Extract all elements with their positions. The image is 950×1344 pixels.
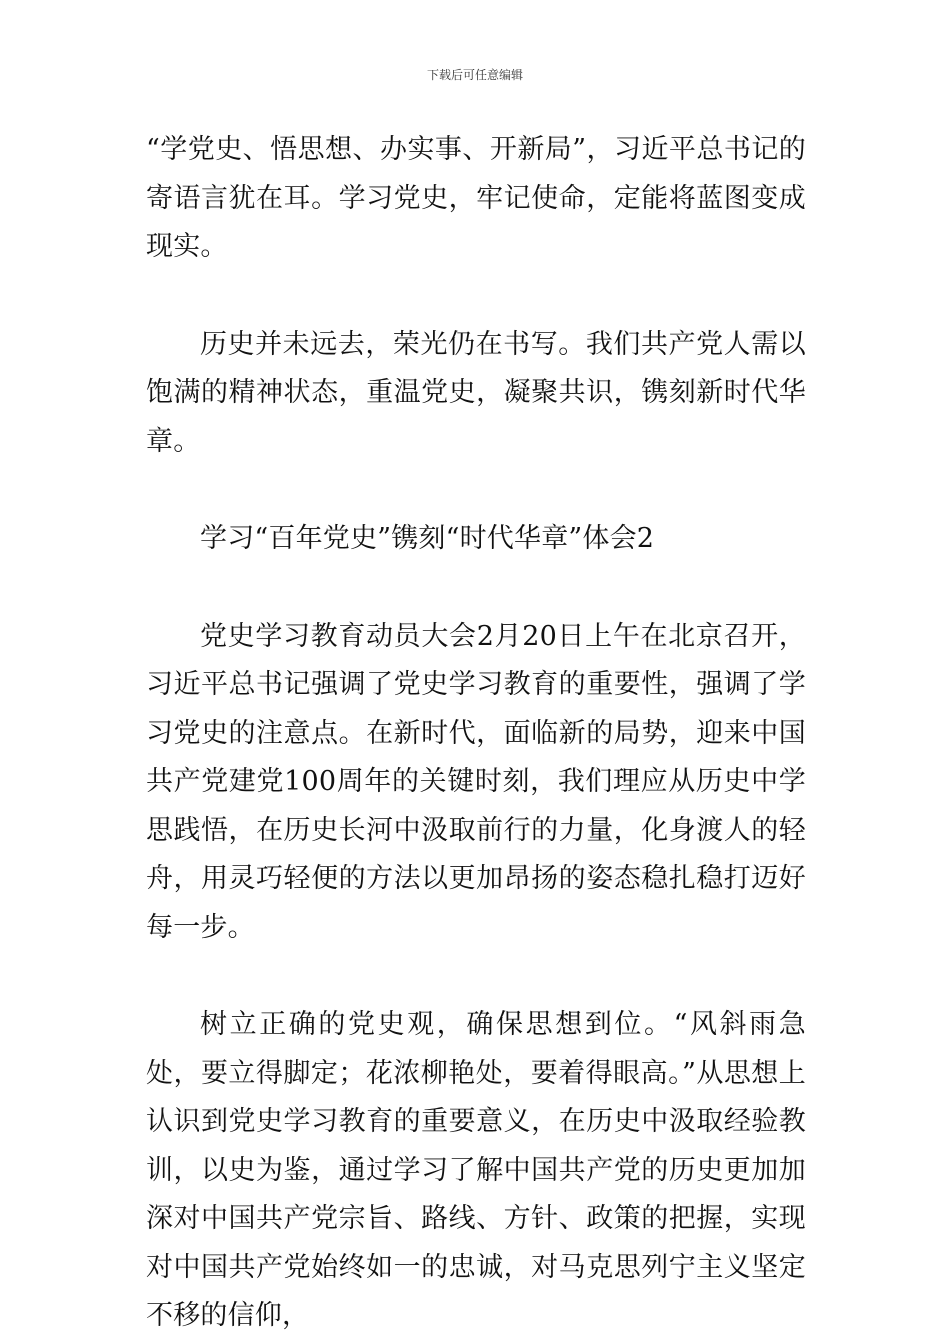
section-title: 学习“百年党史”镌刻“时代华章”体会2: [200, 523, 655, 554]
document-body: [146, 126, 806, 1341]
paragraph-history-not-far: 历史并未远去，荣光仍在书写。我们共产党人需以饱满的精神状态，重温党史，凝聚共识，镌刻新时代华章。: [146, 328, 806, 457]
paragraph-quote-intro: “学党史、悟思想、办实事、开新局”，习近平总书记的寄语言犹在耳。学习党史，牢记使命，定能将蓝图变成现实。: [146, 134, 806, 262]
paragraph-correct-view: 树立正确的党史观，确保思想到位。“风斜雨急处，要立得脚定；花浓柳艳处，要着得眼高。”从思想上认识到党史学习教育的重要意义，在历史中汲取经验教训，以史为鉴，通过学习了解中国共产党的历史更加加深对中国共产党宗旨、路线、方针、政策的把握，实现对中国共产党始终如一的忠诚，对马克思列宁主义坚定不移的信仰，: [146, 1009, 806, 1331]
header-note: 下载后可任意编辑: [426, 68, 523, 82]
paragraph-mobilization-meeting: 党史学习教育动员大会2月20日上午在北京召开，习近平总书记强调了党史学习教育的重要性，强调了学习党史的注意点。在新时代，面临新的局势，迎来中国共产党建党100周年的关键时刻，我们理应从历史中学思践悟，在历史长河中汲取前行的力量，化身渡人的轻舟，用灵巧轻便的方法以更加昂扬的姿态稳扎稳打迈好每一步。: [146, 620, 806, 943]
